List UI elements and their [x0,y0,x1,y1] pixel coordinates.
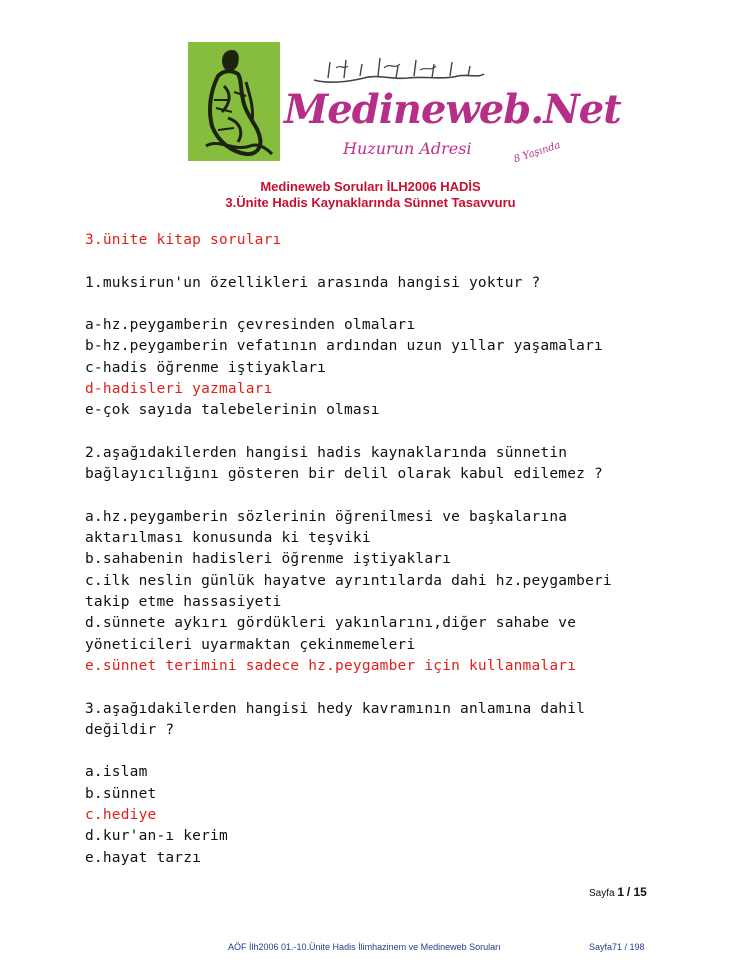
question-2-option-a-line-1: a.hz.peygamberin sözlerinin öğrenilmesi ve başkalarına [85,508,568,525]
spacer [85,486,725,507]
question-2-text-line-1: 2.aşağıdakilerden hangisi hadis kaynaklarında sünnetin [85,444,568,461]
question-1-option-a: a-hz.peygamberin çevresinden olmaları [85,317,416,334]
question-3-option-e: e.hayat tarzı [85,849,202,866]
question-2-option-a-line-2: aktarılması konusunda ki teşviki [85,530,371,547]
header-line-2: 3.Ünite Hadis Kaynaklarında Sünnet Tasavvuru [225,195,516,210]
page-number [589,885,647,899]
calligraphy-figure-image [188,42,280,161]
question-3-option-a: a.islam [85,764,148,781]
logo-age-badge: 8 Yaşında [512,139,562,166]
header-line-1: Medineweb Soruları İLH2006 HADİS [260,179,481,194]
spacer [85,294,725,315]
question-content [85,230,725,869]
page-current: 1 [617,885,625,899]
arabic-calligraphy-ornament [308,54,488,88]
question-3-text-line-1: 3.aşağıdakilerden hangisi hedy kavramının anlamına dahil [85,700,586,717]
section-title: 3.ünite kitap soruları [85,232,282,248]
logo-title: Medineweb.Net [284,86,621,133]
question-3-option-c-answer: c.hediye [85,807,157,824]
site-logo [188,42,621,166]
question-1-option-e: e-çok sayıda talebelerinin olması [85,402,380,419]
question-2-text-line-2: bağlayıcılığını gösteren bir delil olarak kabul edilemez ? [85,466,603,483]
question-2-option-e-answer: e.sünnet terimini sadece hz.peygamber için kullanmaları [85,657,577,674]
page-total: / 15 [626,885,647,899]
footer-document-title: AÖF İlh2006 01.-10.Ünite Hadis İlimhazinem ve Medineweb Soruları [228,942,501,952]
question-2-option-b: b.sahabenin hadisleri öğrenme iştiyakları [85,551,452,568]
question-1-option-b: b-hz.peygamberin vefatının ardından uzun yıllar yaşamaları [85,338,603,355]
spacer [85,741,725,762]
page-label: Sayfa [589,888,615,899]
logo-tagline: Huzurun Adresi [343,139,472,158]
question-1-option-d-answer: d-hadisleri yazmaları [85,381,273,398]
question-1-option-c: c-hadis öğrenme iştiyakları [85,359,327,376]
spacer [85,677,725,698]
question-2-option-c-line-2: takip etme hassasiyeti [85,594,282,611]
footer-page-count: Sayfa71 / 198 [589,942,645,952]
question-3-option-d: d.kur'an-ı kerim [85,828,228,845]
spacer [85,251,725,272]
question-2-option-d-line-1: d.sünnete aykırı gördükleri yakınlarını,diğer sahabe ve [85,615,577,632]
question-1-text: 1.muksirun'un özellikleri arasında hangisi yoktur ? [85,274,541,291]
question-2-option-d-line-2: yöneticileri uyarmaktan çekinmemeleri [85,636,416,653]
question-3-text-line-2: değildir ? [85,721,175,738]
question-3-option-b: b.sünnet [85,785,157,802]
document-header [0,179,741,211]
question-2-option-c-line-1: c.ilk neslin günlük hayatve ayrıntılarda dahi hz.peygamberi [85,572,612,589]
spacer [85,422,725,443]
